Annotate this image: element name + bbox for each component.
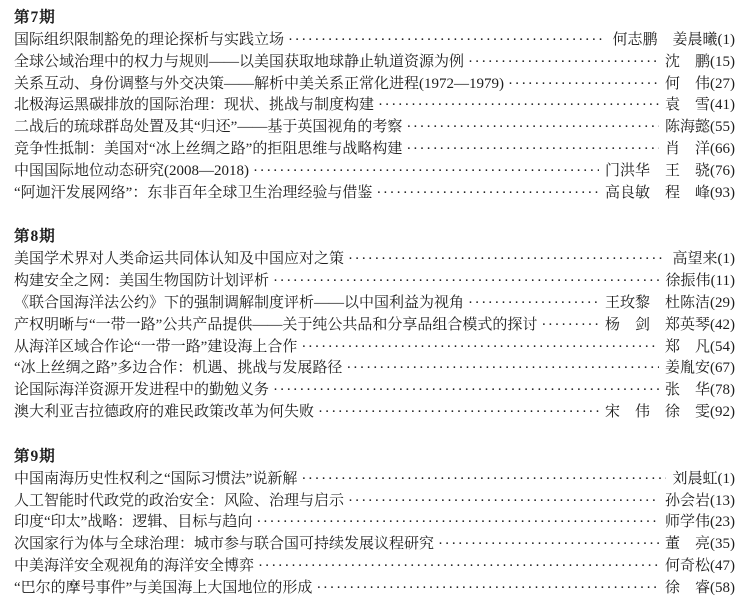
article-authors: 王玫黎 杜陈洁: [604, 294, 710, 311]
article-authors: 高望来: [672, 251, 718, 268]
dot-leader: [301, 469, 666, 491]
page-number: (76): [710, 162, 735, 179]
toc-entry: [14, 315, 735, 337]
article-title: 中国国际地位动态研究(2008—2018): [14, 162, 249, 179]
dot-leader: [348, 249, 666, 271]
page-number: (1): [717, 32, 735, 48]
toc-entry: [14, 512, 735, 534]
article-title: “阿迦汗发展网络”：东非百年全球卫生治理经验与借鉴: [14, 184, 373, 201]
dot-leader: [438, 534, 659, 556]
article-authors: 郑 凡: [664, 338, 710, 355]
article-authors: 刘晨虹: [672, 470, 718, 487]
dot-leader: [253, 161, 599, 183]
article-title: 人工智能时代政党的政治安全：风险、治理与启示: [14, 492, 345, 509]
article-authors: 师学伟: [664, 514, 710, 531]
dot-leader: [273, 271, 660, 293]
dot-leader: [376, 183, 599, 205]
toc-entry: [14, 358, 735, 380]
article-title: “冰上丝绸之路”多边合作：机遇、挑战与发展路径: [14, 360, 343, 377]
toc-entry: [14, 74, 735, 96]
article-authors: 孙会岩: [664, 492, 710, 509]
dot-leader: [378, 95, 659, 117]
dot-leader: [318, 402, 599, 424]
article-title: 论国际海洋资源开发进程中的勤勉义务: [14, 382, 270, 399]
toc-entry: [14, 52, 735, 74]
article-title: “巴尔的摩号事件”与美国海上大国地位的形成: [14, 579, 313, 596]
article-title: 产权明晰与“一带一路”公共产品提供——关于纯公共品和分享品组合模式的探讨: [14, 316, 538, 333]
dot-leader: [406, 139, 659, 161]
article-authors: 何奇松: [664, 557, 710, 574]
page-number: (13): [710, 492, 735, 509]
article-authors: 姜胤安: [664, 360, 710, 377]
dot-leader: [301, 337, 659, 359]
article-title: 《联合国海洋法公约》下的强制调解制度评析——以中国利益为视角: [14, 294, 465, 311]
article-authors: 门洪华 王 骁: [604, 162, 710, 179]
issue-section: [14, 225, 735, 423]
toc-entry: [14, 337, 735, 359]
dot-leader: [273, 380, 659, 402]
dot-leader: [508, 74, 659, 96]
article-authors: 何 伟: [664, 75, 710, 92]
issue-section: [14, 445, 735, 600]
dot-leader: [541, 315, 599, 337]
page-number: (35): [710, 536, 735, 553]
toc-entry: [14, 117, 735, 139]
article-title: 全球公域治理中的权力与规则——以美国获取地球静止轨道资源为例: [14, 53, 465, 70]
toc-entry: [14, 30, 735, 52]
page-number: (1): [717, 470, 735, 487]
toc-entry: [14, 95, 735, 117]
dot-leader: [288, 30, 606, 52]
dot-leader: [468, 52, 659, 74]
article-authors: 徐振伟: [665, 273, 711, 290]
toc-entry: [14, 578, 735, 600]
article-title: 从海洋区域合作论“一带一路”建设海上合作: [14, 338, 298, 355]
article-title: 国际组织限制豁免的理论探析与实践立场: [14, 32, 285, 48]
page-number: (78): [710, 382, 735, 399]
toc-entry: [14, 402, 735, 424]
article-authors: 陈海懿: [664, 119, 710, 136]
article-title: 关系互动、身份调整与外交决策——解析中美关系正常化进程(1972—1979): [14, 75, 504, 92]
article-authors: 张 华: [664, 382, 710, 399]
dot-leader: [316, 578, 659, 600]
page-number: (27): [710, 75, 735, 92]
article-title: 澳大利亚吉拉德政府的难民政策改革为何失败: [14, 403, 315, 420]
article-title: 中国南海历史性权利之“国际习惯法”说新解: [14, 470, 298, 487]
article-authors: 董 亮: [664, 536, 710, 553]
toc-entry: [14, 139, 735, 161]
toc-entry: [14, 380, 735, 402]
article-title: 中美海洋安全观视角的海洋安全博弈: [14, 557, 255, 574]
page-number: (42): [710, 316, 735, 333]
article-authors: 杨 剑 郑英琴: [604, 316, 710, 333]
article-authors: 宋 伟 徐 雯: [604, 403, 710, 420]
article-title: 印度“印太”战略：逻辑、目标与趋向: [14, 514, 253, 531]
page-number: (92): [710, 403, 735, 420]
toc-entry: [14, 161, 735, 183]
article-authors: 徐 睿: [664, 579, 710, 596]
page-number: (41): [710, 97, 735, 114]
issue-header: 第8期: [14, 228, 56, 246]
article-title: 竞争性抵制：美国对“冰上丝绸之路”的拒阻思维与战略构建: [14, 140, 403, 157]
article-authors: 肖 洋: [664, 140, 710, 157]
dot-leader: [468, 293, 599, 315]
toc-entry: [14, 491, 735, 513]
dot-leader: [406, 117, 659, 139]
article-title: 次国家行为体与全球治理：城市参与联合国可持续发展议程研究: [14, 536, 435, 553]
page-number: (11): [710, 273, 735, 290]
toc-entry: [14, 271, 735, 293]
article-title: 二战后的琉球群岛处置及其“归还”——基于英国视角的考察: [14, 119, 403, 136]
article-title: 构建安全之网：美国生物国防计划评析: [14, 273, 270, 290]
page-number: (67): [710, 360, 735, 377]
article-title: 北极海运黑碳排放的国际治理：现状、挑战与制度构建: [14, 97, 375, 114]
page-number: (58): [710, 579, 735, 596]
article-authors: 沈 鹏: [664, 53, 710, 70]
page-number: (93): [710, 184, 735, 201]
toc-entry: [14, 556, 735, 578]
toc-entry: [14, 469, 735, 491]
page-number: (54): [710, 338, 735, 355]
toc-entry: [14, 183, 735, 205]
dot-leader: [348, 491, 659, 513]
page-number: (47): [710, 557, 735, 574]
page-number: (15): [710, 53, 735, 70]
article-authors: 何志鹏 姜晨曦: [612, 32, 718, 48]
article-title: 美国学术界对人类命运共同体认知及中国应对之策: [14, 251, 345, 268]
dot-leader: [346, 358, 659, 380]
page-number: (29): [710, 294, 735, 311]
article-authors: 高良敏 程 峰: [604, 184, 710, 201]
issue-header: 第9期: [14, 447, 56, 465]
dot-leader: [258, 556, 659, 578]
issue-header: 第7期: [14, 9, 56, 26]
page-number: (66): [710, 140, 735, 157]
issue-section: [14, 6, 735, 204]
page-number: (23): [710, 514, 735, 531]
toc-entry: [14, 293, 735, 315]
article-authors: 袁 雪: [664, 97, 710, 114]
dot-leader: [256, 512, 659, 534]
page-number: (55): [710, 119, 735, 136]
toc-entry: [14, 534, 735, 556]
page-number: (1): [717, 251, 735, 268]
toc-entry: [14, 249, 735, 271]
